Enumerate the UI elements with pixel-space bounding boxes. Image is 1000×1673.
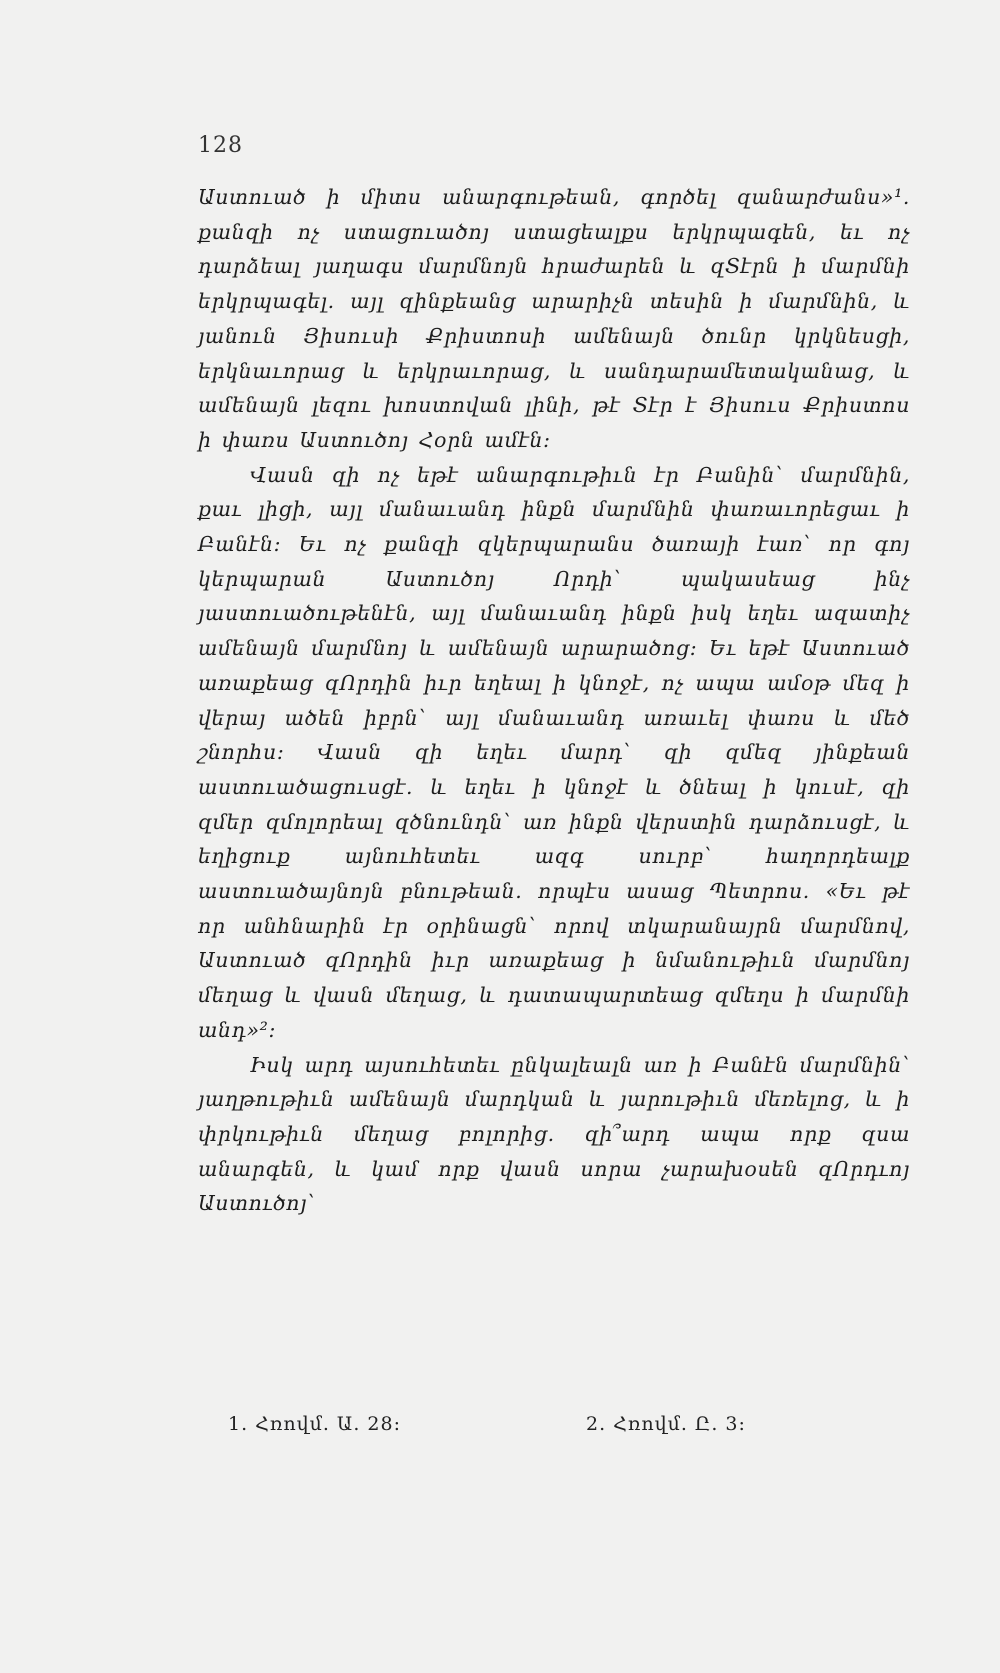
paragraph-1: Աստուած ի միտս անարգութեան, գործել զանարժանս»¹. քանզի ոչ ստացուածոյ ստացեալքս երկրպագեն, եւ ոչ դարձեալ յաղագս մարմնոյն հրաժարեն և զՏէրն ի մարմնի երկրպագել. այլ զինքեանց արարիչն տեսին ի մարմնին, և յանուն Յիսուսի Քրիստոսի ամենայն ծունր կրկնեսցի, երկնաւորաց և երկրաւորաց, և սանդարամետականաց, և ամենայն լեզու խոստովան լինի, թէ Տէր է Յիսուս Քրիստոս ի փառս Աստուծոյ Հօրն ամէն: bbox=[198, 185, 910, 452]
footnote-2: 2. Հռովմ. Ը. 3: bbox=[586, 1413, 746, 1435]
page-number: 128 bbox=[198, 133, 243, 158]
paragraph-3: Իսկ արդ այսուհետեւ ընկալեալն առ ի Բանէն մարմնին՝ յաղթութիւն ամենայն մարդկան և յարութիւն մեռելոց, և ի փրկութիւն մեղաց բոլորից. զի՞արդ ապա որք զսա անարգեն, և կամ որք վասն սորա չարախօսեն զՈրդւոյ Աստուծոյ՝ bbox=[198, 1052, 910, 1216]
paragraph-2: Վասն զի ոչ եթէ անարգութիւն էր Բանին՝ մարմնին, քաւ լիցի, այլ մանաւանդ ինքն մարմնին փառաւորեցաւ ի Բանէն: Եւ ոչ քանզի զկերպարանս ծառայի էառ՝ որ գոյ կերպարան Աստուծոյ Որդի՝ պակասեաց ինչ յաստուածութենէն, այլ մանաւանդ ինքն իսկ եղեւ ազատիչ ամենայն մարմնոյ և ամենայն արարածոց: Եւ եթէ Աստուած առաքեաց զՈրդին իւր եղեալ ի կնոջէ, ոչ ապա ամօթ մեզ ի վերայ ածեն իբրն՝ այլ մանաւանդ առաւել փառս և մեծ շնորհս: Վասն զի եղեւ մարդ՝ զի զմեզ յինքեան աստուածացուսցէ. և եղեւ ի կնոջէ և ծնեալ ի կուսէ, զի զմեր զմոլորեալ զծնունդն՝ առ ինքն վերստին դարձուսցէ, և եղիցուք այնուհետեւ ազգ սուրբ՝ հաղորդեալք աստուածայնոյն բնութեան. որպէս ասաց Պետրոս. «Եւ թէ որ անհնարին էր օրինացն՝ որով տկարանայրն մարմնով, Աստուած զՈրդին իւր առաքեաց ի նմանութիւն մարմնոյ մեղաց և վասն մեղաց, և դատապարտեաց զմեղս ի մարմնի անդ»²: bbox=[198, 462, 910, 1042]
body-text bbox=[198, 180, 910, 1221]
footnote-1: 1. Հռովմ. Ա. 28: bbox=[228, 1413, 401, 1435]
